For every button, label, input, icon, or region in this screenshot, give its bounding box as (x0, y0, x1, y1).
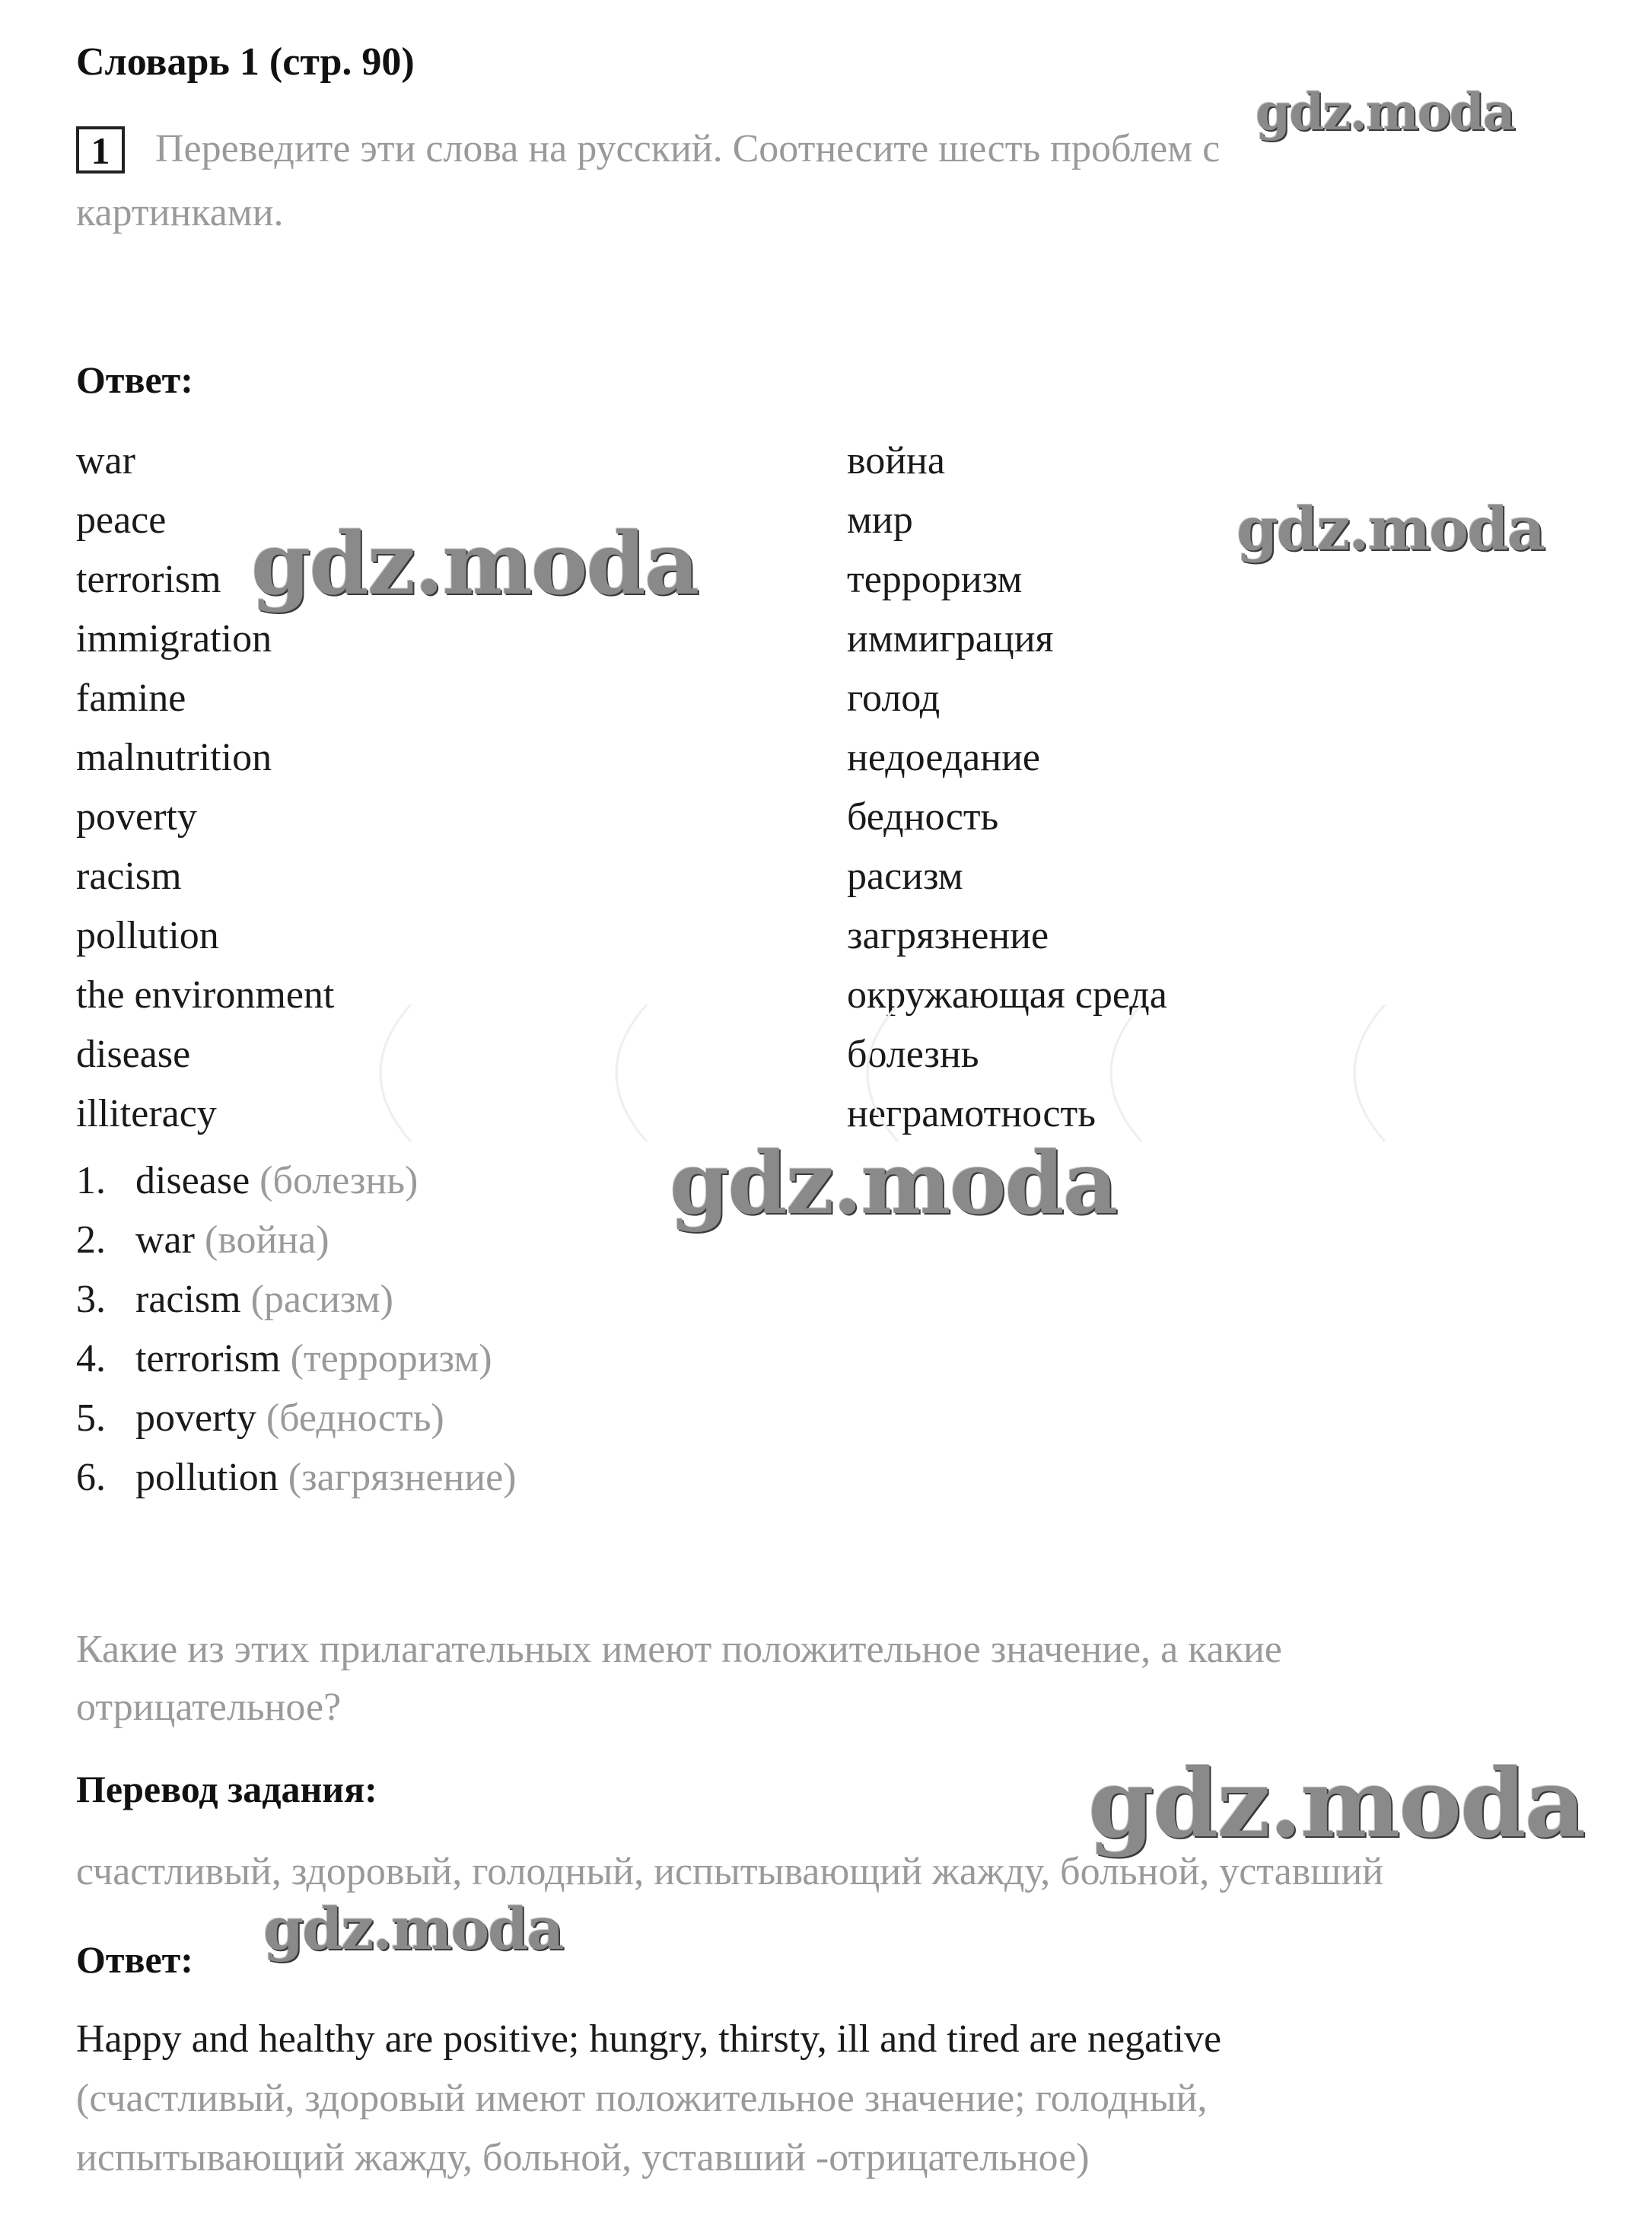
task2-question-line2: отрицательное? (76, 1686, 342, 1729)
page-title: Словарь 1 (стр. 90) (76, 40, 415, 84)
vocab-russian-word: мир (847, 498, 913, 542)
match-item (76, 1336, 492, 1381)
vocab-english-word: illiteracy (76, 1092, 217, 1135)
vocab-russian-word: бедность (847, 795, 999, 839)
watermark-logo: gdz.moda (251, 514, 699, 614)
task1-instruction-line1: Переведите эти слова на русский. Соотнесите шесть проблем с (155, 127, 1221, 170)
watermark-logo: gdz.moda (1237, 495, 1545, 564)
vocab-english-word: racism (76, 855, 182, 898)
vocab-russian-word: окружающая среда (847, 973, 1167, 1017)
match-english-word: war (135, 1218, 195, 1262)
match-item (76, 1396, 444, 1441)
answer1-label: Ответ: (76, 358, 193, 401)
match-number: 2. (76, 1218, 106, 1262)
task1-instruction-line2: картинками. (76, 191, 284, 234)
match-number: 4. (76, 1337, 106, 1380)
answer2-english: Happy and healthy are positive; hungry, thirsty, ill and tired are negative (76, 2017, 1222, 2061)
translation-text: счастливый, здоровый, голодный, испытывающий жажду, больной, уставший (76, 1850, 1383, 1893)
watermark-logo: gdz.moda (1256, 82, 1514, 142)
vocab-english-word: pollution (76, 914, 219, 957)
match-number: 3. (76, 1278, 106, 1321)
watermark-logo: gdz.moda (670, 1134, 1117, 1234)
match-russian-translation: (болезнь) (259, 1159, 419, 1202)
vocab-russian-word: неграмотность (847, 1092, 1096, 1135)
match-russian-translation: (терроризм) (290, 1337, 492, 1380)
match-number: 6. (76, 1456, 106, 1499)
answer2-russian-line2: испытывающий жажду, больной, уставший -отрицательное) (76, 2136, 1090, 2179)
watermark-logo: gdz.moda (1088, 1749, 1584, 1859)
watermark-logo: gdz.moda (263, 1895, 563, 1963)
task2-question-line1: Какие из этих прилагательных имеют положительное значение, а какие (76, 1628, 1282, 1671)
match-item (76, 1218, 329, 1262)
vocab-russian-word: голод (847, 677, 941, 720)
task-number-box: 1 (76, 126, 125, 174)
vocab-russian-word: загрязнение (847, 914, 1049, 957)
answer2-russian-line1: (счастливый, здоровый имеют положительное значение; голодный, (76, 2077, 1208, 2120)
translation-label: Перевод задания: (76, 1768, 377, 1810)
vocab-english-word: malnutrition (76, 736, 272, 779)
vocab-russian-word: война (847, 439, 945, 482)
match-item (76, 1277, 393, 1322)
vocab-english-word: war (76, 439, 135, 482)
match-russian-translation: (расизм) (250, 1278, 393, 1321)
vocab-english-word: the environment (76, 973, 335, 1017)
match-english-word: disease (135, 1159, 250, 1202)
vocab-english-word: poverty (76, 795, 197, 839)
vocab-russian-word: болезнь (847, 1033, 979, 1076)
vocab-english-word: famine (76, 677, 186, 720)
match-item (76, 1455, 516, 1500)
match-english-word: terrorism (135, 1337, 281, 1380)
vocab-russian-word: иммиграция (847, 617, 1054, 661)
vocab-russian-word: терроризм (847, 558, 1023, 601)
match-russian-translation: (бедность) (266, 1396, 444, 1440)
vocab-english-word: disease (76, 1033, 191, 1076)
match-number: 5. (76, 1396, 106, 1440)
answer2-label: Ответ: (76, 1938, 193, 1981)
match-russian-translation: (загрязнение) (288, 1456, 517, 1499)
vocab-russian-word: недоедание (847, 736, 1040, 779)
vocab-russian-word: расизм (847, 855, 963, 898)
vocab-english-word: peace (76, 498, 167, 542)
vocab-english-word: terrorism (76, 558, 221, 601)
match-number: 1. (76, 1159, 106, 1202)
match-english-word: pollution (135, 1456, 279, 1499)
match-english-word: racism (135, 1278, 241, 1321)
vocab-english-word: immigration (76, 617, 272, 661)
match-english-word: poverty (135, 1396, 256, 1440)
match-russian-translation: (война) (204, 1218, 329, 1262)
